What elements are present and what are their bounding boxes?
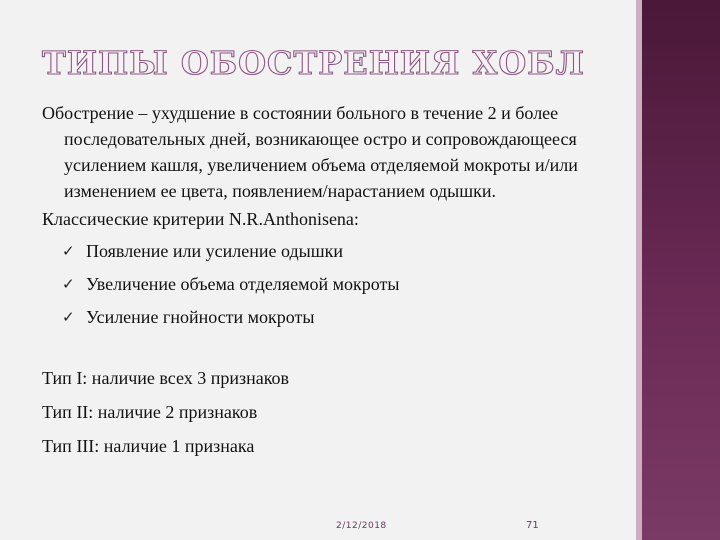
types-list <box>42 366 662 458</box>
type-item: Тип I: наличие всех 3 признаков <box>42 368 290 388</box>
type-item: Тип II: наличие 2 признаков <box>42 402 258 422</box>
checkmark-icon: ✓ <box>62 275 75 293</box>
checkmark-icon: ✓ <box>62 308 75 326</box>
checkmark-icon: ✓ <box>62 242 75 260</box>
criteria-item <box>62 238 662 264</box>
criteria-item-label: Усиление гнойности мокроты <box>86 307 315 327</box>
definition-paragraph: Обострение – ухудшение в состоянии больного в течение 2 и более последовательных дней, возникающее остро и сопровождающееся усилением кашля, увеличением объема отделяемой мокроты и/или изменением ее цвета, появлением/нарастанием одышки. <box>42 103 578 201</box>
slide-title: ТИПЫ ОБОСТРЕНИЯ ХОБЛ <box>42 44 585 82</box>
footer-date: 2/12/2018 <box>336 521 387 531</box>
criteria-item-label: Появление или усиление одышки <box>86 241 343 261</box>
slide-content <box>42 100 662 468</box>
criteria-item-label: Увеличение объема отделяемой мокроты <box>86 274 400 294</box>
criteria-list <box>42 238 662 330</box>
type-item: Тип III: наличие 1 признака <box>42 436 255 456</box>
footer-page-number: 71 <box>526 520 539 531</box>
criteria-item <box>62 304 662 330</box>
criteria-heading: Классические критерии N.R.Anthonisena: <box>42 209 359 229</box>
criteria-item <box>62 271 662 297</box>
